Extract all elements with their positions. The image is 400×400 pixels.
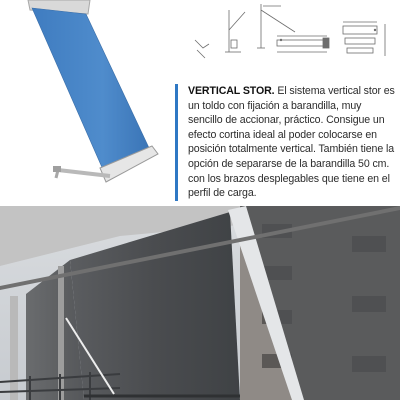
description-paragraph (188, 84, 397, 201)
installation-photo (0, 206, 400, 400)
product-description (175, 84, 397, 201)
product-description-text: El sistema vertical stor es un toldo con fijación a barandilla, muy sencillo de accionar, práctico. Consigue un efecto cortina ideal al poder colocarse en posición totalmente vertical. También tiene la opción de separarse de la barandilla 50 cm. con los brazos desplegables que tiene en el perfil de carga. (188, 85, 395, 200)
product-title: VERTICAL STOR. (188, 85, 275, 97)
technical-drawings (185, 0, 400, 62)
awning-illustration (0, 0, 175, 200)
